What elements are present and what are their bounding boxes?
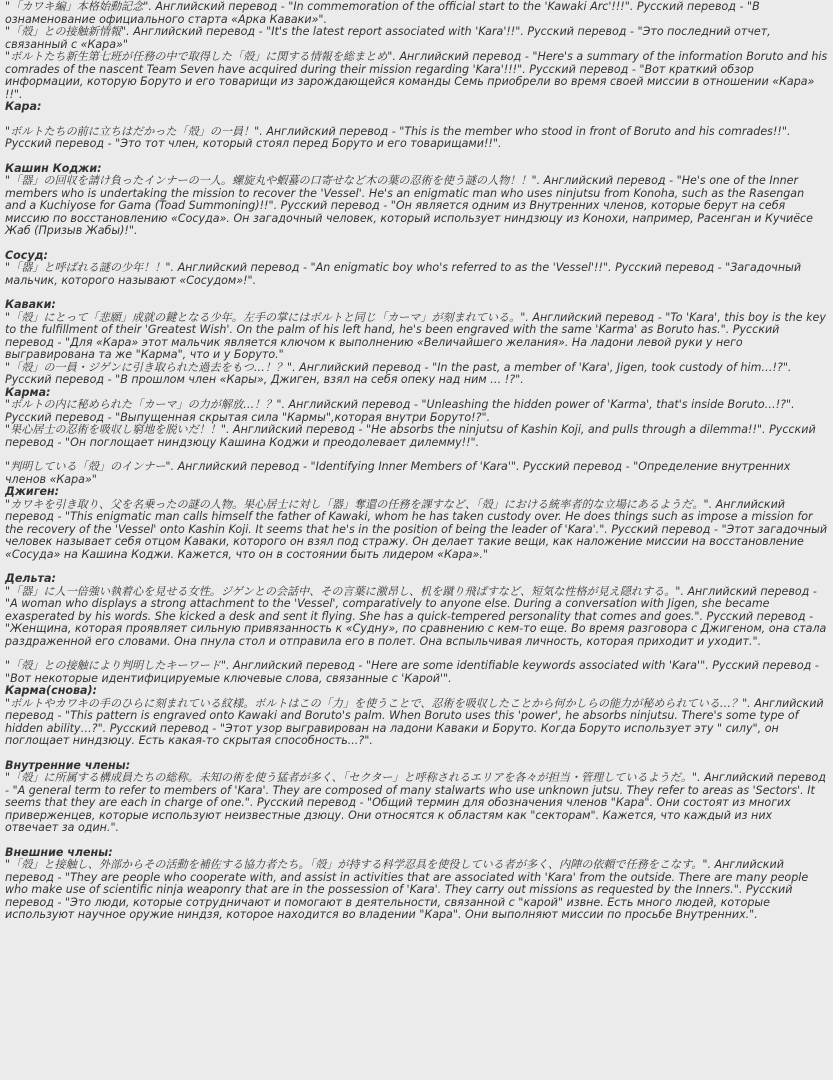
section-heading: Внешние члены: xyxy=(5,845,113,859)
translation-paragraph: "「カワキ編」本格始動記念". Английский перевод - "In commemoration of the official start to the 'Kawaki Arc'!!!". Русский перевод - "В ознаменование официального старта «Арка Каваки»". xyxy=(5,0,760,26)
translation-paragraph: "判明している「殻」のインナー". Английский перевод - "Identifying Inner Members of 'Kara'". Русский перевод - "Определение внутренних членов «Кара»" xyxy=(5,460,791,486)
translation-paragraph: "ボルトたち新生第七班が任務の中で取得した「殻」に関する情報を総まとめ". Английский перевод - "Here's a summary of the information Boruto and his comrades of the nascent Team Seven have acquired during their mission regarding 'Kara'!!!". Русский перевод - "Вот краткий обзор информации, которую Боруто и его товарищи из зарождающейся команды Семь приобрели во время своей миссии в отношении «Кара» !!". xyxy=(5,50,828,101)
paragraph-spacer xyxy=(5,114,828,126)
section-heading: Кара: xyxy=(5,100,42,113)
translation-paragraph: "果心居士の忍術を吸収し窮地を脱いだ！！". Английский перевод - "He absorbs the ninjutsu of Kashin Koji, and pulls through a dilemma!!". Русский перевод - "Он поглощает ниндзюцу Кашина Коджи и преодолевает дилемму!!". xyxy=(5,423,816,449)
translation-paragraph: "「殻」との接触により判明したキーワード". Английский перевод - "Here are some identifiable keywords associated with 'Kara'". Русский перевод - "Вот некоторые идентифицируемые ключевые слова, связанные с 'Карой'". xyxy=(5,659,819,685)
paragraph-spacer xyxy=(5,835,828,847)
section-heading: Дельта: xyxy=(5,572,56,585)
paragraph-spacer xyxy=(5,748,828,760)
translation-paragraph: "「殻」との接触新情報". Английский перевод - "It's the latest report associated with 'Kara'!!". Русский перевод - "Это последний отчет, связанный с «Кара»" xyxy=(5,25,771,51)
paragraph-spacer xyxy=(5,238,828,250)
section-heading: Карма: xyxy=(5,385,51,399)
section-heading: Кашин Коджи: xyxy=(5,161,102,175)
translation-paragraph: "ボルトたちの前に立ちはだかった「殻」の一員！". Английский перевод - "This is the member who stood in front of Boruto and his comrades!!". Русский перевод - "Это тот член, который стоял перед Боруто и его товарищами!!". xyxy=(5,124,791,150)
translation-paragraph: "「器」に人一倍強い執着心を見せる女性。ジゲンとの会話中、その言葉に激昂し、机を蹴り飛ばすなど、短気な性格が見え隠れする。". Английский перевод - "A woman who displays a strong attachment to the 'Vessel', comparatively to anyone else. During a conversation with Jigen, she became exasperated by his words. She kicked a desk and sent it flying. She has a quick-tempered personality that comes and goes.". Русский перевод - "Женщина, которая проявляет сильную привязанность к «Судну», по сравнению с кем-то еще. Во время разговора с Джигеном, она стала раздраженной его словами. Она пнула стол и отправила его в полет. Она вспыльчивая личность, которая приходит и уходит.". xyxy=(5,584,827,648)
section-heading: Сосуд: xyxy=(5,248,48,262)
paragraph-spacer xyxy=(5,561,828,573)
translation-paragraph: "「器」と呼ばれる謎の少年！！". Английский перевод - "An enigmatic boy who's referred to as the 'Vessel'!!". Русский перевод - "Загадочный мальчик, которого называют «Сосудом»!". xyxy=(5,261,802,287)
translation-paragraph: "「殻」の一員・ジゲンに引き取られた過去をもつ…！？". Английский перевод - "In the past, a member of 'Kara', Jigen, took custody of him…!?". Русский перевод - "В прошлом член «Кары», Джиген, взял на себя опеку над ним … !?". xyxy=(5,360,792,386)
translation-paragraph: "ボルトやカワキの手のひらに刻まれている紋様。ボルトはこの「力」を使うことで、忍術を吸収したことから何かしらの能力が秘められている…？". Английский перевод - "This pattern is engraved onto Kawaki and Boruto's palm. When Boruto uses this 'power', he absorbs ninjutsu. There's some type of hidden ability…?". Русский перевод - "Этот узор выгравирован на ладони Каваки и Боруто. Когда Боруто использует эту " силу", он поглощает ниндзюцу. Есть какая-то скрытая способность...?". xyxy=(5,696,824,747)
translation-paragraph: "カワキを引き取り、父を名乗ったの謎の人物。果心居士に対し「器」奪還の任務を課すなど、「殻」における統率者的な立場にあるようだ。". Английский перевод - "This enigmatic man calls himself the father of Kawaki, whom he has taken custody over. He does things such as impose a mission for the recovery of the 'Vessel' onto Kashin Koji. It seems that he's in the position of being the leader of 'Kara'.". Русский перевод - "Этот загадочный человек называет себя отцом Каваки, которого он взял под стражу. Он делает такие вещи, как наложение миссии на восстановление «Сосуда» на Кашина Коджи. Кажется, что он в состоянии быть лидером «Кара»." xyxy=(5,497,828,561)
translation-paragraph: "「殻」に所属する構成員たちの総称。未知の術を使う猛者が多く、「セクター」と呼称されるエリアを各々が担当・管理しているようだ。". Английский перевод - "A general term to refer to members of 'Kara'. They are composed of many stalwarts who use unknown jutsu. They refer to areas as 'Sectors'. It seems that they are each in charge of one.". Русский перевод - "Общий термин для обозначения членов "Кара". Они состоят из многих приверженцев, которые используют неизвестные дзюцу. Они относятся к областям как "секторам". Кажется, что каждый из них отвечает за один.". xyxy=(5,771,826,834)
section-heading: Карма(снова): xyxy=(5,684,97,697)
section-heading: Внутренние члены: xyxy=(5,758,131,772)
paragraph-spacer xyxy=(5,287,828,299)
translation-paragraph: "「殻」と接触し、外部からその活動を補佐する協力者たち。「殻」が持する科学忍具を使役している者が多く、内陣の依頼で任務をこなす。". Английский перевод - "They are people who cooperate with, and assist in activities that are associated with 'Kara' from the outside. There are many people who make use of scientific ninja weaponry that are in the possession of 'Kara'. They carry out missions as requested by the Inners.". Русский перевод - "Это люди, которые сотрудничают и помогают в деятельности, связанной с "карой" извне. Есть много людей, которые используют научное оружие ниндзя, которое находится во владении "Кара". Они выполняют миссии по просьбе Внутренних.". xyxy=(5,858,809,921)
translation-paragraph: "「殻」にとって「悲願」成就の鍵となる少年。左手の掌にはボルトと同じ「カーマ」が刻まれている。". Английский перевод - "To 'Kara', this boy is the key to the fulfillment of their 'Greatest Wish'. On the palm of his left hand, he's been engraved with the same 'Karma' as Boruto has.". Русский перевод - "Для «Кара» этот мальчик является ключом к выполнению «Величайшего желания». На ладони левой руки у него выгравирована та же "Карма", что и у Боруто." xyxy=(5,310,826,361)
translation-paragraph: "「器」の回収を請け負ったインナーの一人。螺旋丸や蝦蟇の口寄せなど木の葉の忍術を使う謎の人物！！". Английский перевод - "He's one of the Inner members who is undertaking the mission to recover the 'Vessel'. He's an enigmatic man who uses ninjutsu from Konoha, such as the Rasengan and a Kuchiyose for Gama (Toad Summoning)!!". Русский перевод - "Он является одним из Внутренних членов, которые берут на себя миссию по восстановлению «Сосуда». Он загадочный человек, который использует ниндзюцу из Конохи, например, Расенган и Кучиёсе Жаб (Призыв Жабы)!". xyxy=(5,174,813,237)
paragraph-spacer xyxy=(5,151,828,163)
section-heading: Каваки: xyxy=(5,298,56,311)
section-heading: Джиген: xyxy=(5,485,60,498)
translation-paragraph: "ボルトの内に秘められた「カーマ」の力が解放…！？". Английский перевод - "Unleashing the hidden power of 'Karma', that's inside Boruto…!?". Русский перевод - "Выпущенная скрытая сила "Кармы",которая внутри Боруто!?". xyxy=(5,398,795,424)
